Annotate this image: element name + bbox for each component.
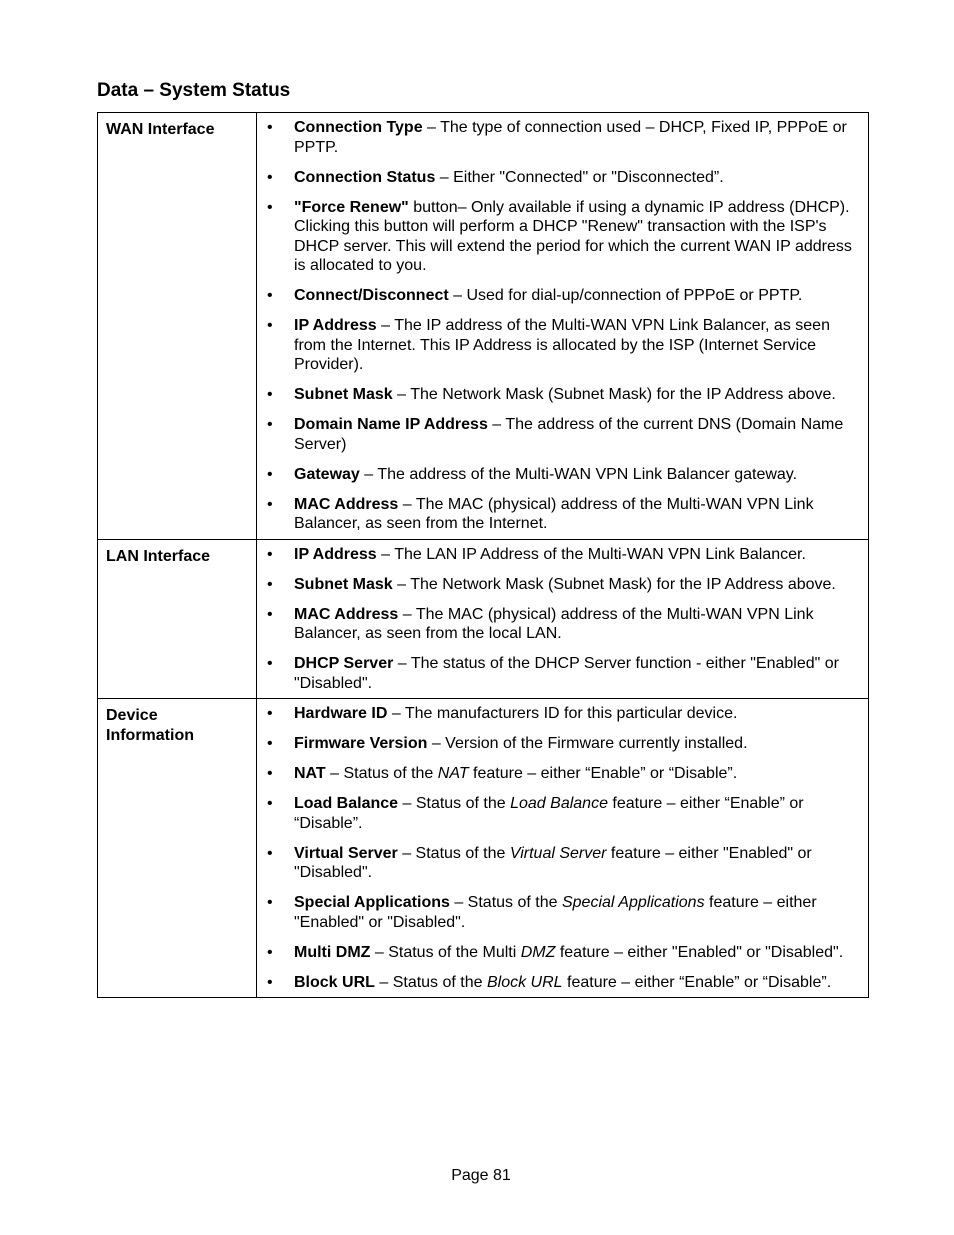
row-label-text-line2: Information: [106, 727, 194, 744]
list-item: [267, 168, 860, 188]
row-label-text: WAN Interface: [106, 121, 215, 138]
field-term: Firmware Version: [294, 735, 428, 752]
list-item: [267, 605, 860, 644]
list-item: [267, 943, 860, 963]
wan-field-list: [267, 118, 860, 534]
field-description-post: feature – either "Enabled" or "Disabled".: [555, 943, 844, 961]
list-item: [267, 385, 860, 405]
bullet-icon: •: [267, 655, 273, 672]
field-term: NAT: [294, 765, 326, 782]
bullet-icon: •: [267, 735, 273, 752]
field-description-pre: – Status of the Multi: [370, 943, 521, 961]
row-label-text-line1: Device: [106, 707, 158, 724]
bullet-icon: •: [267, 705, 273, 722]
feature-name: Special Applications: [561, 894, 705, 911]
list-item: [267, 198, 860, 276]
list-item: [267, 575, 860, 595]
bullet-icon: •: [267, 198, 273, 216]
bullet-icon: •: [267, 973, 273, 991]
list-item: [267, 654, 860, 693]
list-item: [267, 893, 860, 932]
field-term: Subnet Mask: [294, 386, 393, 403]
field-description: – Version of the Firmware currently installed.: [427, 735, 748, 752]
system-status-table: [97, 112, 869, 998]
field-term: MAC Address: [294, 605, 399, 623]
list-item: [267, 495, 860, 534]
field-description: – The LAN IP Address of the Multi-WAN VPN Link Balancer.: [376, 545, 806, 563]
section-title: Data – System Status: [97, 80, 291, 101]
field-term: Connect/Disconnect: [294, 287, 449, 304]
field-description-post: feature – either "Enabled" or "Disabled".: [294, 844, 812, 881]
field-description: – The MAC (physical) address of the Multi-WAN VPN Link Balancer, as seen from the local LAN.: [294, 605, 814, 642]
field-description: – The MAC (physical) address of the Multi-WAN VPN Link Balancer, as seen from the Internet.: [294, 495, 814, 532]
list-item: [267, 316, 860, 375]
field-term: Block URL: [294, 973, 375, 991]
table-row-wan-interface: [98, 113, 869, 540]
list-item: [267, 704, 860, 724]
table-row-lan-interface: [98, 539, 869, 699]
bullet-icon: •: [267, 416, 273, 433]
field-description-pre: – Status of the: [449, 894, 562, 911]
feature-name: Block URL: [486, 973, 563, 991]
bullet-icon: •: [267, 943, 273, 961]
field-description-pre: – Status of the: [397, 844, 510, 862]
field-description-pre: – Status of the: [374, 973, 487, 991]
field-term: Hardware ID: [294, 705, 388, 722]
bullet-icon: •: [267, 495, 273, 513]
bullet-icon: •: [267, 894, 273, 911]
list-item: [267, 465, 860, 485]
field-term: Subnet Mask: [294, 575, 393, 593]
bullet-icon: •: [267, 605, 273, 623]
field-description: – The manufacturers ID for this particular device.: [387, 705, 738, 722]
feature-name: NAT: [437, 765, 469, 782]
field-term: Gateway: [294, 465, 360, 483]
feature-name: Load Balance: [510, 795, 608, 812]
field-description: – The address of the current DNS (Domain Name Server): [294, 416, 844, 453]
field-description-post: feature – either “Enable” or “Disable”.: [294, 795, 804, 832]
field-description: – Used for dial-up/connection of PPPoE or PPTP.: [448, 287, 803, 304]
bullet-icon: •: [267, 844, 273, 862]
field-description: – The IP address of the Multi-WAN VPN Link Balancer, as seen from the Internet. This IP Address is allocated by the ISP (Internet Service Provider).: [294, 317, 830, 373]
field-term: Multi DMZ: [294, 943, 371, 961]
field-description-pre: – Status of the: [325, 765, 438, 782]
field-term: Virtual Server: [294, 844, 398, 862]
field-term: MAC Address: [294, 495, 399, 513]
field-description-post: feature – either “Enable” or “Disable”.: [468, 765, 738, 782]
device-field-list: [267, 704, 860, 992]
field-term: Load Balance: [294, 795, 399, 812]
field-description: – The address of the Multi-WAN VPN Link Balancer gateway.: [359, 465, 798, 483]
row-label-wan-interface: [98, 113, 257, 540]
bullet-icon: •: [267, 465, 273, 483]
field-description: – The Network Mask (Subnet Mask) for the IP Address above.: [392, 386, 836, 403]
field-description-post: feature – either “Enable” or “Disable”.: [562, 973, 832, 991]
table-row-device-information: [98, 699, 869, 998]
field-description: button– Only available if using a dynamic IP address (DHCP). Clicking this button will perform a DHCP "Renew" transaction with the ISP's DHCP server. This will extend the period for which the current WAN IP address is allocated to you.: [294, 198, 852, 274]
field-description: – The type of connection used – DHCP, Fixed IP, PPPoE or PPTP.: [294, 119, 847, 156]
field-description: – The Network Mask (Subnet Mask) for the IP Address above.: [392, 575, 836, 593]
feature-name: Virtual Server: [509, 844, 607, 862]
field-term: IP Address: [294, 545, 377, 563]
row-label-text: LAN Interface: [106, 547, 211, 565]
bullet-icon: •: [267, 545, 273, 563]
bullet-icon: •: [267, 386, 273, 403]
bullet-icon: •: [267, 168, 273, 186]
list-item: [267, 844, 860, 883]
field-description: – The status of the DHCP Server function - either "Enabled" or "Disabled".: [294, 655, 839, 692]
bullet-icon: •: [267, 765, 273, 782]
field-term: "Force Renew": [294, 198, 409, 216]
bullet-icon: •: [267, 287, 273, 304]
page-number: Page 81: [451, 1167, 511, 1184]
list-item: [267, 734, 860, 754]
row-label-device-information: [98, 699, 257, 998]
row-description-wan-interface: [257, 113, 869, 540]
bullet-icon: •: [267, 119, 273, 136]
field-term: DHCP Server: [294, 655, 394, 672]
field-term: Connection Status: [294, 168, 436, 186]
field-description: – Either "Connected" or "Disconnected”.: [435, 168, 724, 186]
feature-name: DMZ: [520, 943, 556, 961]
list-item: [267, 286, 860, 306]
row-description-lan-interface: [257, 539, 869, 699]
row-label-lan-interface: [98, 539, 257, 699]
bullet-icon: •: [267, 317, 273, 334]
row-description-device-information: [257, 699, 869, 998]
list-item: [267, 973, 860, 993]
bullet-icon: •: [267, 575, 273, 593]
list-item: [267, 764, 860, 784]
field-description-pre: – Status of the: [398, 795, 511, 812]
list-item: [267, 545, 860, 565]
list-item: [267, 118, 860, 157]
field-term: Special Applications: [294, 894, 450, 911]
lan-field-list: [267, 545, 860, 694]
field-term: IP Address: [294, 317, 377, 334]
field-term: Domain Name IP Address: [294, 416, 488, 433]
field-term: Connection Type: [294, 119, 423, 136]
list-item: [267, 794, 860, 833]
bullet-icon: •: [267, 795, 273, 812]
list-item: [267, 415, 860, 454]
field-description-post: feature – either "Enabled" or "Disabled".: [294, 894, 817, 931]
